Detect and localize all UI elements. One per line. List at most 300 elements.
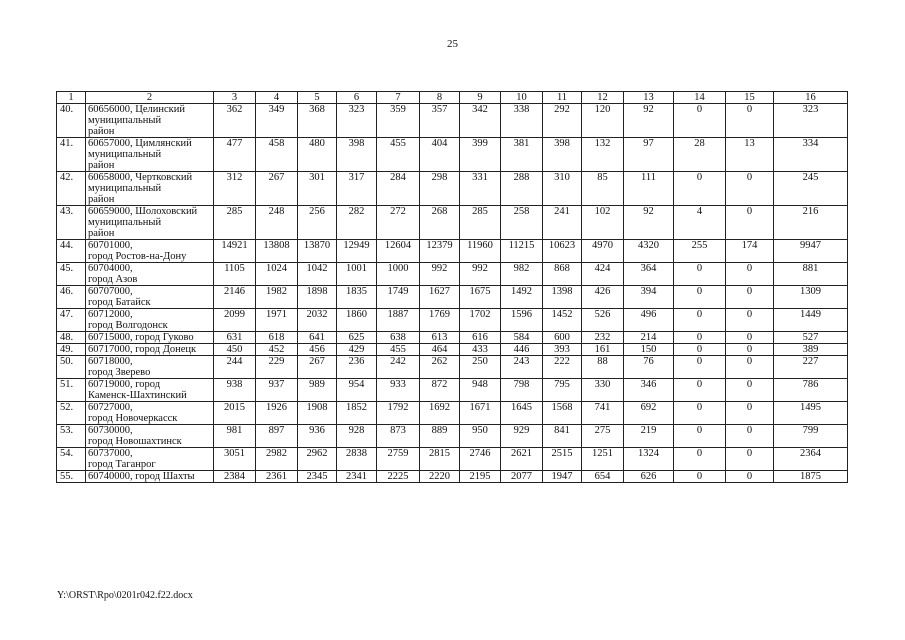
value-cell: 0 — [674, 104, 726, 138]
value-cell: 285 — [214, 206, 256, 240]
value-cell: 282 — [337, 206, 377, 240]
value-cell: 0 — [674, 356, 726, 379]
value-cell: 3051 — [214, 448, 256, 471]
value-cell: 312 — [214, 172, 256, 206]
territory-name-line: 60718000, — [88, 356, 133, 367]
value-cell: 357 — [420, 104, 460, 138]
column-header: 13 — [624, 92, 674, 104]
value-cell: 0 — [726, 263, 774, 286]
value-cell: 618 — [256, 332, 298, 344]
territory-name-line: город Новочеркасск — [88, 413, 178, 424]
value-cell: 741 — [582, 402, 624, 425]
value-cell: 1860 — [337, 309, 377, 332]
value-cell: 4970 — [582, 240, 624, 263]
territory-name-line: город Батайск — [88, 297, 151, 308]
table-row — [57, 332, 848, 344]
value-cell: 1000 — [377, 263, 420, 286]
territory-name-line: 60737000, — [88, 448, 133, 459]
value-cell: 2345 — [298, 471, 337, 483]
territory-name-line: 60658000, Чертковский — [88, 172, 193, 183]
value-cell: 2621 — [501, 448, 543, 471]
value-cell: 0 — [726, 356, 774, 379]
value-cell: 526 — [582, 309, 624, 332]
value-cell: 111 — [624, 172, 674, 206]
row-index: 51. — [57, 379, 86, 402]
value-cell: 389 — [774, 344, 848, 356]
value-cell: 2746 — [460, 448, 501, 471]
footer-file-path: Y:\ORST\Rpo\0201r042.f22.docx — [57, 590, 193, 601]
value-cell: 284 — [377, 172, 420, 206]
value-cell: 394 — [624, 286, 674, 309]
value-cell: 841 — [543, 425, 582, 448]
column-header: 11 — [543, 92, 582, 104]
value-cell: 1449 — [774, 309, 848, 332]
value-cell: 92 — [624, 104, 674, 138]
value-cell: 0 — [726, 471, 774, 483]
value-cell: 873 — [377, 425, 420, 448]
value-cell: 2220 — [420, 471, 460, 483]
value-cell: 1645 — [501, 402, 543, 425]
value-cell: 2815 — [420, 448, 460, 471]
value-cell: 1792 — [377, 402, 420, 425]
value-cell: 631 — [214, 332, 256, 344]
territory-name — [86, 344, 214, 356]
territory-name-line: город Таганрог — [88, 459, 156, 470]
table-row — [57, 344, 848, 356]
value-cell: 0 — [674, 263, 726, 286]
value-cell: 0 — [726, 344, 774, 356]
territory-name — [86, 104, 214, 138]
territory-name-line: район — [88, 126, 115, 137]
value-cell: 1596 — [501, 309, 543, 332]
value-cell: 613 — [420, 332, 460, 344]
value-cell: 0 — [726, 206, 774, 240]
territory-name-line: 60719000, город — [88, 379, 161, 390]
row-index: 43. — [57, 206, 86, 240]
value-cell: 464 — [420, 344, 460, 356]
value-cell: 88 — [582, 356, 624, 379]
value-cell: 1908 — [298, 402, 337, 425]
value-cell: 954 — [337, 379, 377, 402]
value-cell: 292 — [543, 104, 582, 138]
value-cell: 948 — [460, 379, 501, 402]
value-cell: 120 — [582, 104, 624, 138]
value-cell: 2077 — [501, 471, 543, 483]
territory-name-line: город Зверево — [88, 367, 151, 378]
value-cell: 2364 — [774, 448, 848, 471]
value-cell: 1492 — [501, 286, 543, 309]
value-cell: 950 — [460, 425, 501, 448]
table-row — [57, 309, 848, 332]
value-cell: 174 — [726, 240, 774, 263]
value-cell: 364 — [624, 263, 674, 286]
value-cell: 0 — [726, 286, 774, 309]
value-cell: 2032 — [298, 309, 337, 332]
territory-name — [86, 263, 214, 286]
table-row — [57, 402, 848, 425]
value-cell: 244 — [214, 356, 256, 379]
value-cell: 404 — [420, 138, 460, 172]
value-cell: 13870 — [298, 240, 337, 263]
value-cell: 288 — [501, 172, 543, 206]
value-cell: 1042 — [298, 263, 337, 286]
column-header: 14 — [674, 92, 726, 104]
territory-name-line: 60701000, — [88, 240, 133, 251]
value-cell: 1835 — [337, 286, 377, 309]
value-cell: 362 — [214, 104, 256, 138]
territory-name — [86, 206, 214, 240]
territory-name-line: муниципальный — [88, 149, 162, 160]
value-cell: 1024 — [256, 263, 298, 286]
value-cell: 625 — [337, 332, 377, 344]
table-row — [57, 206, 848, 240]
value-cell: 0 — [726, 172, 774, 206]
value-cell: 799 — [774, 425, 848, 448]
column-header: 12 — [582, 92, 624, 104]
value-cell: 456 — [298, 344, 337, 356]
table-row — [57, 138, 848, 172]
value-cell: 214 — [624, 332, 674, 344]
page-number: 25 — [447, 38, 458, 50]
value-cell: 267 — [298, 356, 337, 379]
value-cell: 301 — [298, 172, 337, 206]
column-header: 15 — [726, 92, 774, 104]
value-cell: 982 — [501, 263, 543, 286]
value-cell: 496 — [624, 309, 674, 332]
value-cell: 455 — [377, 138, 420, 172]
value-cell: 2195 — [460, 471, 501, 483]
value-cell: 1627 — [420, 286, 460, 309]
territory-name-line: город Ростов-на-Дону — [88, 251, 187, 262]
value-cell: 480 — [298, 138, 337, 172]
row-index: 50. — [57, 356, 86, 379]
territory-name — [86, 356, 214, 379]
value-cell: 0 — [674, 448, 726, 471]
value-cell: 0 — [674, 402, 726, 425]
territory-name — [86, 471, 214, 483]
value-cell: 272 — [377, 206, 420, 240]
value-cell: 359 — [377, 104, 420, 138]
value-cell: 0 — [726, 448, 774, 471]
row-index: 44. — [57, 240, 86, 263]
value-cell: 897 — [256, 425, 298, 448]
value-cell: 429 — [337, 344, 377, 356]
column-header: 3 — [214, 92, 256, 104]
value-cell: 600 — [543, 332, 582, 344]
value-cell: 298 — [420, 172, 460, 206]
value-cell: 477 — [214, 138, 256, 172]
value-cell: 929 — [501, 425, 543, 448]
table-row — [57, 286, 848, 309]
value-cell: 426 — [582, 286, 624, 309]
territory-name-line: 60717000, город Донецк — [88, 344, 197, 355]
value-cell: 2838 — [337, 448, 377, 471]
value-cell: 102 — [582, 206, 624, 240]
value-cell: 0 — [726, 332, 774, 344]
value-cell: 1702 — [460, 309, 501, 332]
value-cell: 2515 — [543, 448, 582, 471]
value-cell: 331 — [460, 172, 501, 206]
value-cell: 9947 — [774, 240, 848, 263]
territory-name — [86, 286, 214, 309]
value-cell: 2146 — [214, 286, 256, 309]
header-row — [57, 92, 848, 104]
value-cell: 1982 — [256, 286, 298, 309]
value-cell: 458 — [256, 138, 298, 172]
value-cell: 2384 — [214, 471, 256, 483]
value-cell: 242 — [377, 356, 420, 379]
column-header: 10 — [501, 92, 543, 104]
row-index: 54. — [57, 448, 86, 471]
value-cell: 638 — [377, 332, 420, 344]
value-cell: 262 — [420, 356, 460, 379]
value-cell: 0 — [674, 309, 726, 332]
territory-name — [86, 332, 214, 344]
territory-name-line: муниципальный — [88, 183, 162, 194]
value-cell: 798 — [501, 379, 543, 402]
value-cell: 1105 — [214, 263, 256, 286]
value-cell: 446 — [501, 344, 543, 356]
value-cell: 258 — [501, 206, 543, 240]
territory-name-line: муниципальный — [88, 217, 162, 228]
value-cell: 992 — [460, 263, 501, 286]
territory-name-line: 60704000, — [88, 263, 133, 274]
value-cell: 28 — [674, 138, 726, 172]
value-cell: 334 — [774, 138, 848, 172]
value-cell: 222 — [543, 356, 582, 379]
territory-name-line: город Волгодонск — [88, 320, 168, 331]
value-cell: 981 — [214, 425, 256, 448]
value-cell: 275 — [582, 425, 624, 448]
value-cell: 452 — [256, 344, 298, 356]
value-cell: 1947 — [543, 471, 582, 483]
value-cell: 14921 — [214, 240, 256, 263]
data-table — [56, 91, 848, 483]
value-cell: 795 — [543, 379, 582, 402]
value-cell: 654 — [582, 471, 624, 483]
value-cell: 248 — [256, 206, 298, 240]
value-cell: 2962 — [298, 448, 337, 471]
value-cell: 13 — [726, 138, 774, 172]
territory-name-line: 60712000, — [88, 309, 133, 320]
value-cell: 1309 — [774, 286, 848, 309]
table-row — [57, 104, 848, 138]
value-cell: 584 — [501, 332, 543, 344]
value-cell: 450 — [214, 344, 256, 356]
value-cell: 267 — [256, 172, 298, 206]
value-cell: 338 — [501, 104, 543, 138]
value-cell: 626 — [624, 471, 674, 483]
value-cell: 232 — [582, 332, 624, 344]
territory-name-line: город Новошахтинск — [88, 436, 182, 447]
value-cell: 13808 — [256, 240, 298, 263]
value-cell: 4320 — [624, 240, 674, 263]
territory-name-line: 60707000, — [88, 286, 133, 297]
value-cell: 2341 — [337, 471, 377, 483]
table-row — [57, 425, 848, 448]
value-cell: 310 — [543, 172, 582, 206]
value-cell: 11960 — [460, 240, 501, 263]
value-cell: 161 — [582, 344, 624, 356]
value-cell: 933 — [377, 379, 420, 402]
column-header: 8 — [420, 92, 460, 104]
value-cell: 1675 — [460, 286, 501, 309]
value-cell: 323 — [337, 104, 377, 138]
value-cell: 1926 — [256, 402, 298, 425]
value-cell: 1749 — [377, 286, 420, 309]
territory-name-line: муниципальный — [88, 115, 162, 126]
value-cell: 0 — [726, 402, 774, 425]
column-header: 2 — [86, 92, 214, 104]
value-cell: 76 — [624, 356, 674, 379]
value-cell: 433 — [460, 344, 501, 356]
value-cell: 0 — [674, 332, 726, 344]
value-cell: 285 — [460, 206, 501, 240]
value-cell: 455 — [377, 344, 420, 356]
value-cell: 0 — [674, 425, 726, 448]
territory-name-line: район — [88, 160, 115, 171]
territory-name — [86, 425, 214, 448]
value-cell: 889 — [420, 425, 460, 448]
table-row — [57, 172, 848, 206]
territory-name — [86, 309, 214, 332]
territory-name-line: район — [88, 194, 115, 205]
value-cell: 229 — [256, 356, 298, 379]
value-cell: 381 — [501, 138, 543, 172]
value-cell: 1692 — [420, 402, 460, 425]
table-row — [57, 263, 848, 286]
value-cell: 1769 — [420, 309, 460, 332]
row-index: 55. — [57, 471, 86, 483]
table-row — [57, 471, 848, 483]
value-cell: 1671 — [460, 402, 501, 425]
value-cell: 992 — [420, 263, 460, 286]
territory-name-line: 60657000, Цимлянский — [88, 138, 192, 149]
value-cell: 342 — [460, 104, 501, 138]
column-header: 4 — [256, 92, 298, 104]
row-index: 46. — [57, 286, 86, 309]
value-cell: 2225 — [377, 471, 420, 483]
territory-name-line: 60659000, Шолоховский — [88, 206, 198, 217]
row-index: 48. — [57, 332, 86, 344]
value-cell: 527 — [774, 332, 848, 344]
value-cell: 2015 — [214, 402, 256, 425]
territory-name — [86, 379, 214, 402]
column-header: 16 — [774, 92, 848, 104]
value-cell: 268 — [420, 206, 460, 240]
value-cell: 11215 — [501, 240, 543, 263]
value-cell: 368 — [298, 104, 337, 138]
row-index: 41. — [57, 138, 86, 172]
value-cell: 0 — [726, 379, 774, 402]
value-cell: 132 — [582, 138, 624, 172]
table-body — [57, 104, 848, 483]
column-header: 6 — [337, 92, 377, 104]
row-index: 49. — [57, 344, 86, 356]
territory-name-line: Каменск-Шахтинский — [88, 390, 187, 401]
value-cell: 1251 — [582, 448, 624, 471]
row-index: 42. — [57, 172, 86, 206]
table-row — [57, 240, 848, 263]
territory-name — [86, 240, 214, 263]
value-cell: 250 — [460, 356, 501, 379]
value-cell: 0 — [674, 379, 726, 402]
territory-name-line: город Азов — [88, 274, 138, 285]
value-cell: 692 — [624, 402, 674, 425]
value-cell: 323 — [774, 104, 848, 138]
territory-name — [86, 448, 214, 471]
territory-name-line: 60715000, город Гуково — [88, 332, 194, 343]
value-cell: 872 — [420, 379, 460, 402]
value-cell: 1875 — [774, 471, 848, 483]
value-cell: 2361 — [256, 471, 298, 483]
value-cell: 1398 — [543, 286, 582, 309]
value-cell: 393 — [543, 344, 582, 356]
value-cell: 150 — [624, 344, 674, 356]
territory-name-line: 60727000, — [88, 402, 133, 413]
value-cell: 92 — [624, 206, 674, 240]
table-row — [57, 379, 848, 402]
value-cell: 2099 — [214, 309, 256, 332]
value-cell: 424 — [582, 263, 624, 286]
value-cell: 989 — [298, 379, 337, 402]
value-cell: 12604 — [377, 240, 420, 263]
territory-name — [86, 402, 214, 425]
value-cell: 1452 — [543, 309, 582, 332]
territory-name — [86, 138, 214, 172]
value-cell: 399 — [460, 138, 501, 172]
value-cell: 936 — [298, 425, 337, 448]
row-index: 53. — [57, 425, 86, 448]
territory-name-line: район — [88, 228, 115, 239]
value-cell: 928 — [337, 425, 377, 448]
value-cell: 786 — [774, 379, 848, 402]
table-row — [57, 448, 848, 471]
value-cell: 398 — [337, 138, 377, 172]
value-cell: 256 — [298, 206, 337, 240]
value-cell: 868 — [543, 263, 582, 286]
row-index: 40. — [57, 104, 86, 138]
value-cell: 0 — [726, 425, 774, 448]
value-cell: 349 — [256, 104, 298, 138]
value-cell: 4 — [674, 206, 726, 240]
value-cell: 0 — [674, 471, 726, 483]
value-cell: 346 — [624, 379, 674, 402]
value-cell: 616 — [460, 332, 501, 344]
value-cell: 317 — [337, 172, 377, 206]
value-cell: 2759 — [377, 448, 420, 471]
row-index: 52. — [57, 402, 86, 425]
value-cell: 937 — [256, 379, 298, 402]
value-cell: 0 — [726, 309, 774, 332]
value-cell: 236 — [337, 356, 377, 379]
territory-name-line: 60730000, — [88, 425, 133, 436]
value-cell: 1568 — [543, 402, 582, 425]
value-cell: 0 — [674, 344, 726, 356]
row-index: 45. — [57, 263, 86, 286]
column-header: 1 — [57, 92, 86, 104]
territory-name-line: 60656000, Целинский — [88, 104, 185, 115]
value-cell: 0 — [674, 172, 726, 206]
value-cell: 85 — [582, 172, 624, 206]
value-cell: 243 — [501, 356, 543, 379]
value-cell: 10623 — [543, 240, 582, 263]
value-cell: 0 — [674, 286, 726, 309]
value-cell: 1324 — [624, 448, 674, 471]
value-cell: 938 — [214, 379, 256, 402]
territory-name — [86, 172, 214, 206]
value-cell: 330 — [582, 379, 624, 402]
